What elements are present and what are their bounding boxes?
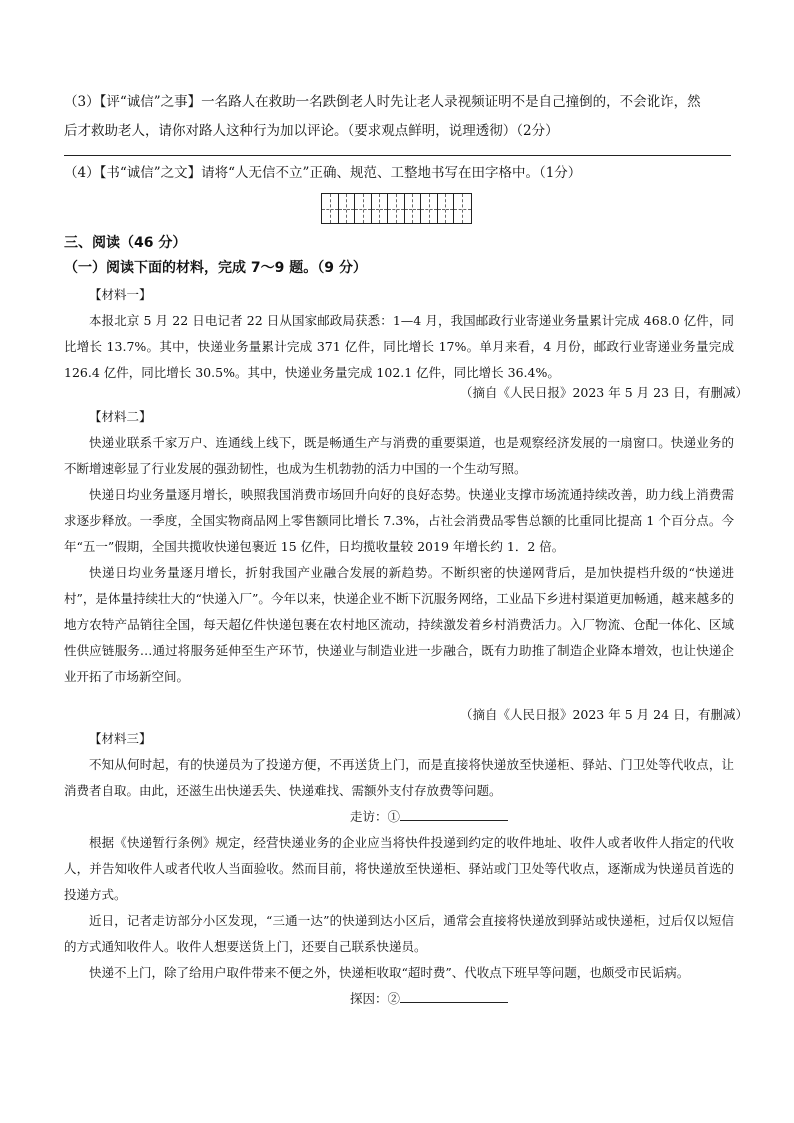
cause-blank bbox=[64, 986, 734, 1012]
question-4: （4）【书“诚信”之文】请将“人无信不立”正确、规范、工整地书写在田字格中。（1分） bbox=[64, 165, 582, 181]
tianzige-grid bbox=[321, 193, 472, 224]
grid-cell bbox=[355, 194, 372, 223]
material-1-source: （摘自《人民日报》2023 年 5 月 23 日，有删减） bbox=[459, 385, 748, 400]
grid-cell bbox=[388, 194, 405, 223]
material-3-paragraph: 不知从何时起，有的快递员为了投递方便，不再送货上门，而是直接将快递放至快递柜、驿站、门卫处等代收点，让消费者自取。由此，还滋生出快递丢失、快递难找、需额外支付存放费等问题。 bbox=[64, 757, 734, 798]
material-2 bbox=[64, 404, 734, 690]
grid-cell bbox=[438, 194, 455, 223]
grid-cell bbox=[405, 194, 422, 223]
cause-label: 探因：② bbox=[349, 991, 400, 1006]
question-3-line2: 后才救助老人，请你对路人这种行为加以评论。（要求观点鲜明，说理透彻）（2分） bbox=[64, 123, 559, 139]
grid-cell bbox=[454, 194, 471, 223]
question-3 bbox=[64, 88, 734, 146]
material-1 bbox=[64, 282, 734, 386]
material-2-paragraph: 快递日均业务量逐月增长，映照我国消费市场回升向好的良好态势。快递业支撑市场流通持续改善，助力线上消费需求逐步释放。一季度，全国实物商品网上零售额同比增长 7.3%，占社会消费品零售总额的比重同比提高 1 个百分点。今年“五一”假期，全国共揽收快递包裹近 15 亿件，日均揽收量较 2019 年增长约 1．2 倍。 bbox=[64, 487, 734, 554]
material-3-label: 【材料三】 bbox=[89, 731, 152, 746]
material-1-label: 【材料一】 bbox=[89, 287, 152, 302]
grid-cell bbox=[372, 194, 389, 223]
visit-blank bbox=[64, 804, 734, 830]
section-subtitle: （一）阅读下面的材料，完成 7～9 题。（9 分） bbox=[64, 260, 367, 276]
material-3-paragraph: 根据《快递暂行条例》规定，经营快递业务的企业应当将快件投递到约定的收件地址、收件人或者收件人指定的代收人，并告知收件人或者代收人当面验收。然而目前，将快递放至快递柜、驿站或门卫处等代收点，逐渐成为快递员首选的投递方式。 bbox=[64, 835, 734, 902]
material-2-paragraph: 快递日均业务量逐月增长，折射我国产业融合发展的新趋势。不断织密的快递网背后，是加快提档升级的“快递进村”，是体量持续壮大的“快递入厂”。今年以来，快递企业不断下沉服务网络，工业品下乡进村渠道更加畅通，越来越多的地方农特产品销往全国，每天超亿件快递包裹在农村地区流动，持续激发着乡村消费活力。入厂物流、仓配一体化、区域性供应链服务…通过将服务延伸至生产环节，快递业与制造业进一步融合，既有力助推了制造企业降本增效，也让快递企业开拓了市场新空间。 bbox=[64, 565, 734, 684]
material-2-label: 【材料二】 bbox=[89, 409, 152, 424]
material-1-paragraph: 本报北京 5 月 22 日电记者 22 日从国家邮政局获悉：1—4 月，我国邮政行业寄递业务量累计完成 468.0 亿件，同比增长 13.7%。其中，快递业务量累计完成 371 亿件，同比增长 17%。单月来看，4 月份，邮政行业寄递业务量完成 126.4 亿件，同比增长 30.5%。其中，快递业务量完成 102.1 亿件，同比增长 36.4%。 bbox=[64, 313, 734, 380]
answer-line bbox=[64, 155, 731, 156]
grid-cell bbox=[339, 194, 356, 223]
visit-label: 走访：① bbox=[349, 809, 400, 824]
grid-cell bbox=[322, 194, 339, 223]
question-3-line1: （3）【评“诚信”之事】一名路人在救助一名跌倒老人时先让老人录视频证明不是自己撞倒的，不会讹诈，然 bbox=[64, 94, 701, 110]
cause-fill-line[interactable] bbox=[400, 988, 508, 1003]
visit-fill-line[interactable] bbox=[400, 806, 508, 821]
material-3-paragraph: 近日，记者走访部分小区发现，“三通一达”的快递到达小区后，通常会直接将快递放到驿站或快递柜，过后仅以短信的方式通知收件人。收件人想要送货上门，还要自己联系快递员。 bbox=[64, 913, 734, 954]
material-2-source: （摘自《人民日报》2023 年 5 月 24 日，有删减） bbox=[459, 707, 748, 722]
grid-cell bbox=[421, 194, 438, 223]
material-3-paragraph: 快递不上门，除了给用户取件带来不便之外，快递柜收取“超时费”、代收点下班早等问题，也颇受市民诟病。 bbox=[89, 965, 690, 980]
material-3 bbox=[64, 726, 734, 1012]
section-title: 三、阅读（46 分） bbox=[64, 235, 187, 251]
material-2-paragraph: 快递业联系千家万户、连通线上线下，既是畅通生产与消费的重要渠道，也是观察经济发展的一扇窗口。快递业务的不断增速彰显了行业发展的强劲韧性，也成为生机勃勃的活力中国的一个生动写照。 bbox=[64, 435, 734, 476]
